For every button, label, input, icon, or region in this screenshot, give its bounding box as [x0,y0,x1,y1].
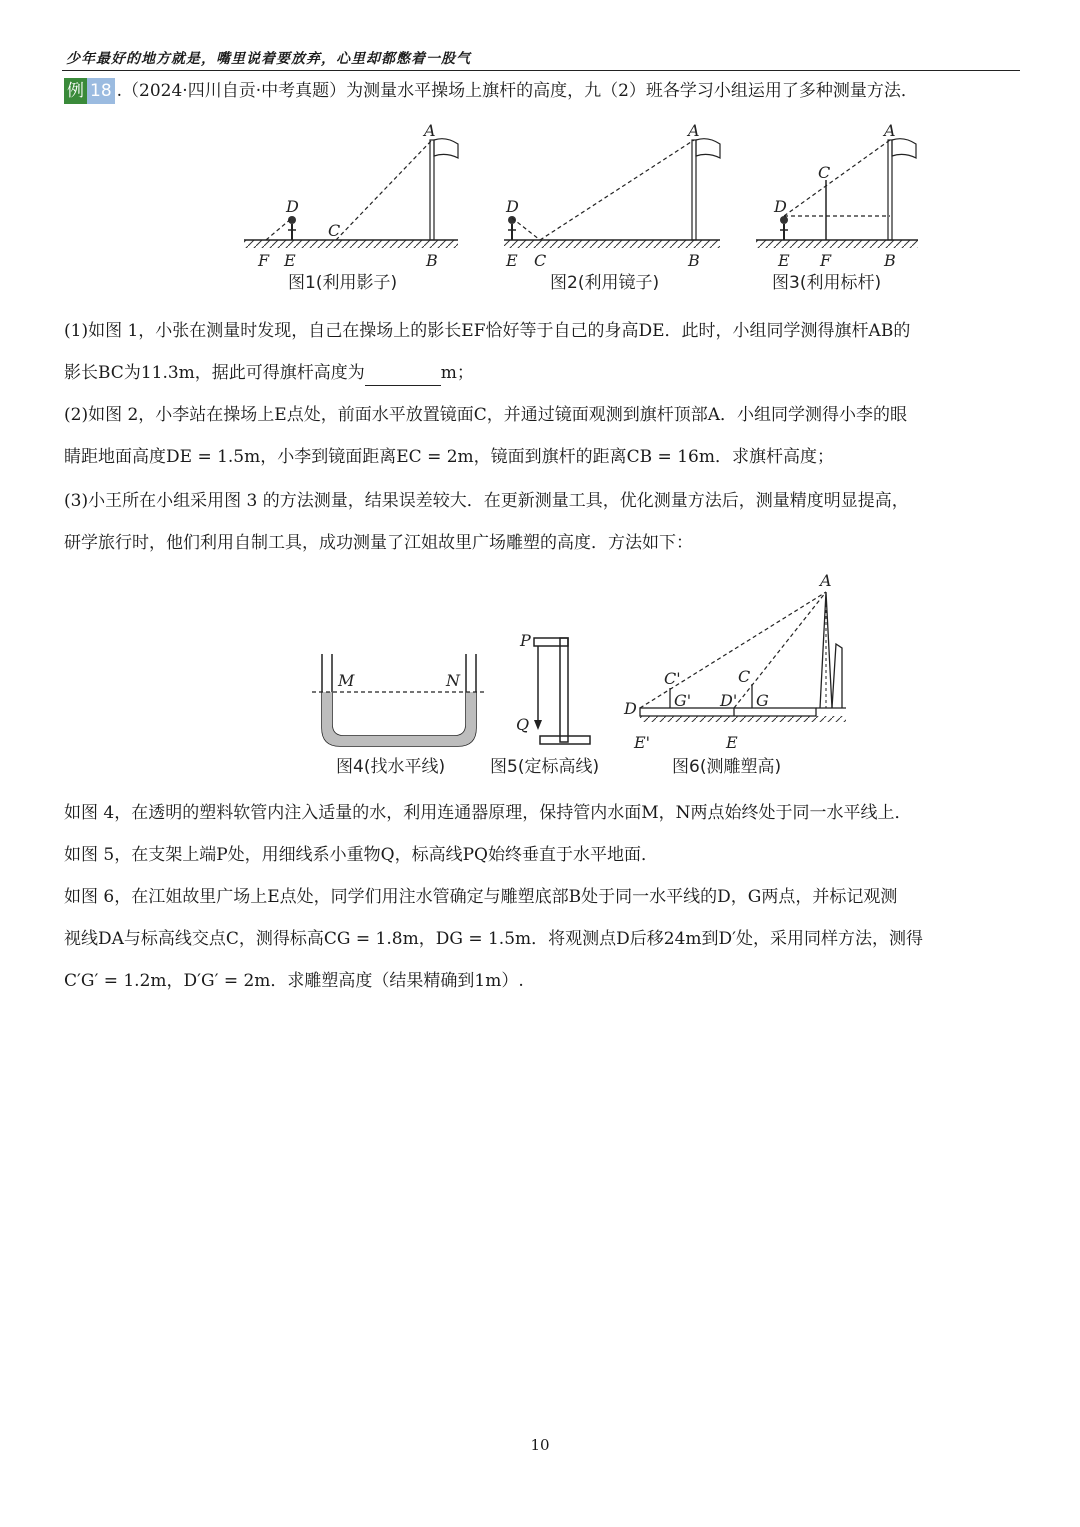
part1-line1: (1)如图 1，小张在测量时发现，自己在操场上的影长EF恰好等于自己的身高DE．此时，小组同学测得旗杆AB的 [64,321,911,341]
fig1-label-b: B [426,251,438,270]
fig1-label-e: E [284,251,296,270]
part2-line2: 睛距地面高度DE = 1.5m，小李到镜面距离EC = 2m，镜面到旗杆的距离CB = 16m．求旗杆高度； [64,447,834,467]
fig6-caption: 图6(测雕塑高) [672,757,782,777]
fig6-label-c-prime: C' [664,669,681,688]
fig2-label-d: D [506,197,519,216]
fig1-label-a: A [424,121,436,140]
method-line5: C′G′ = 1.2m，D′G′ = 2m．求雕塑高度（结果精确到1m）. [64,971,524,991]
fig6-label-a: A [820,571,832,590]
fig1-label-d: D [286,197,299,216]
fig3-label-b: B [884,251,896,270]
fig2-caption: 图2(利用镜子) [550,273,660,293]
figure-2 [504,121,720,293]
figure-1 [244,121,458,293]
example-number: 18 [87,78,115,104]
method-line4: 视线DA与标高线交点C，测得标高CG = 1.8m，DG = 1.5m．将观测点D后移24m到D′处，采用同样方法，测得 [64,929,923,949]
header-motto: 少年最好的地方就是，嘴里说着要放弃，心里却都憋着一股气 [66,51,471,67]
fig6-label-e: E [726,733,738,752]
question-intro: .（2024·四川自贡·中考真题）为测量水平操场上旗杆的高度，九（2）班各学习小组运用了多种测量方法． [116,81,918,101]
fig6-label-c: C [738,667,751,686]
fig4-caption: 图4(找水平线) [336,757,446,777]
fig1-caption: 图1(利用影子) [288,273,398,293]
fig2-label-c: C [534,251,547,270]
question-title [64,78,1024,104]
figure-row-top [0,118,1080,304]
method-line2: 如图 5，在支架上端P处，用细线系小重物Q，标高线PQ始终垂直于水平地面． [64,845,658,865]
fig6-label-d: D [624,699,637,718]
fig3-label-c: C [818,163,831,182]
fig6-label-e-prime: E' [634,733,651,752]
fig1-label-c: C [328,221,341,240]
figure-5 [490,631,599,777]
fig2-label-b: B [688,251,700,270]
method-line3: 如图 6，在江姐故里广场上E点处，同学们用注水管确定与雕塑底部B处于同一水平线的D，G两点，并标记观测 [64,887,898,907]
fig2-label-e: E [506,251,518,270]
page-number: 10 [530,1436,550,1454]
fig6-label-g-prime: G' [674,691,692,710]
part2-line1: (2)如图 2，小李站在操场上E点处，前面水平放置镜面C，并通过镜面观测到旗杆顶部A．小组同学测得小李的眼 [64,405,907,425]
fig3-label-a: A [884,121,896,140]
fig1-label-f: F [258,251,270,270]
page-header [62,44,1020,71]
fig3-label-d: D [774,197,787,216]
figure-3 [756,121,918,293]
fig6-label-d-prime: D' [720,691,738,710]
fig5-label-q: Q [516,715,530,734]
method-line1: 如图 4，在透明的塑料软管内注入适量的水，利用连通器原理，保持管内水面M，N两点始终处于同一水平线上． [64,803,912,823]
fig5-label-p: P [520,631,531,650]
example-tag: 例 [64,78,87,104]
fig4-label-m: M [338,671,355,690]
part1-line2-text: 影长BC为11.3m，据此可得旗杆高度为 [64,363,365,383]
fig4-label-n: N [446,671,460,690]
figure-4 [312,654,486,777]
answer-blank [365,367,441,386]
figure-6 [623,571,846,777]
part3-line1: (3)小王所在小组采用图 3 的方法测量，结果误差较大．在更新测量工具，优化测量方法后，测量精度明显提高， [64,491,909,511]
fig3-label-e: E [778,251,790,270]
part1-line2 [64,360,1024,386]
figure-row-bottom [0,566,1080,786]
part3-line2: 研学旅行时，他们利用自制工具，成功测量了江姐故里广场雕塑的高度．方法如下： [64,533,693,553]
fig3-label-f: F [820,251,832,270]
fig2-label-a: A [688,121,700,140]
fig3-caption: 图3(利用标杆) [772,273,882,293]
part1-line2-unit: m； [440,363,474,383]
fig6-label-g: G [756,691,769,710]
fig5-caption: 图5(定标高线) [490,757,600,777]
